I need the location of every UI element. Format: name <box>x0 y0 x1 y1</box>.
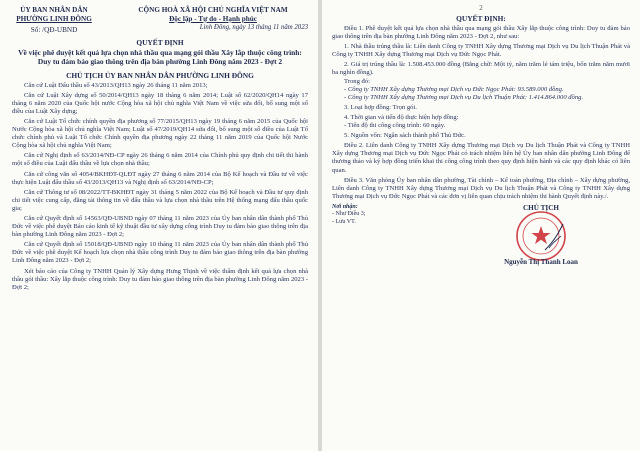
recipients-label: Nơi nhận: <box>332 203 358 210</box>
official-seal-icon <box>515 210 567 262</box>
funding-source: 5. Nguồn vốn: Ngân sách thành phố Thủ Đức. <box>344 132 466 140</box>
construction-duration: - Tiến độ thi công công trình: 60 ngày. <box>344 122 446 130</box>
issuing-authority <box>12 6 96 35</box>
winning-bidder: 1. Nhà thầu trúng thầu là: Liên danh Công ty TNHH Xây dựng Thương mại Dịch vụ Du lịch Thuận Phát và Công ty TNHH Xây dựng Thương mại Dịch vụ Đức Ngọc Phát. <box>332 43 630 59</box>
signer-name: Nguyễn Thị Thanh Loan <box>504 257 578 266</box>
document-page-2 <box>322 0 640 451</box>
contract-type: 3. Loại hợp đồng: Trọn gói. <box>344 103 417 111</box>
issuer-line: CHỦ TỊCH ỦY BAN NHÂN DÂN PHƯỜNG LINH ĐÔNG <box>66 70 254 80</box>
legal-basis-paragraph: Căn cứ Quyết định số 14563/QĐ-UBND ngày 07 tháng 11 năm 2023 của Ủy ban nhân dân thành phố Thủ Đức về việc phê duyệt Báo cáo kinh tế kỹ thuật đầu tư xây dựng công trình Duy tu đảm bảo giao thông trên địa bàn phường Linh Đông năm 2023 - Đợt 2; <box>12 214 308 239</box>
page-number: 2 <box>479 4 483 12</box>
legal-basis-paragraph: Căn cứ công văn số 4054/BKHĐT-QLĐT ngày 27 tháng 6 năm 2014 của Bộ Kế hoạch và Đầu tư về việc thực hiện Luật đấu thầu số 43/2013/QH13 và Nghị định số 63/2014/NĐ-CP; <box>12 170 308 186</box>
decision-heading: QUYẾT ĐỊNH: <box>456 14 506 23</box>
legal-basis-paragraph: Căn cứ Thông tư số 08/2022/TT-BKHĐT ngày 31 tháng 5 năm 2022 của Bộ Kế hoạch và Đầu tư quy định chi tiết việc cung cấp, đăng tải thông tin về đấu thầu và lựa chọn nhà thầu trên Hệ thống mạng đấu thầu quốc gia; <box>12 188 308 212</box>
signature-block <box>332 204 630 266</box>
recipient-item: - Lưu VT. <box>332 218 356 225</box>
signer <box>452 204 630 266</box>
recipients <box>332 204 452 266</box>
legal-basis-paragraph: Căn cứ Luật Xây dựng số 50/2014/QH13 ngày 18 tháng 6 năm 2014; Luật số 62/2020/QH14 ngày 17 tháng 6 năm 2020 của Quốc hội nước Cộng hòa xã hội chủ nghĩa Việt Nam về việc sửa đổi, bổ sung một số điều của Luật Xây dựng; <box>12 91 308 115</box>
document-page-1 <box>0 0 318 451</box>
org-line-2: PHƯỜNG LINH ĐÔNG <box>16 14 92 23</box>
legal-basis-paragraph: Căn cứ Quyết định số 15018/QĐ-UBND ngày 10 tháng 11 năm 2023 của Ủy ban nhân dân thành phố Thủ Đức về việc phê duyệt Kế hoạch lựa chọn nhà thầu công trình Duy tu đảm bảo giao thông trên địa bàn phường Linh Đông năm 2023 - Đợt 2; <box>12 241 308 265</box>
article-1: Điều 1. Phê duyệt kết quả lựa chọn nhà thầu qua mạng gói thầu Xây lắp thuộc công trình: Duy tu đảm bảo giao thông trên địa bàn phường Linh Đông năm 2023 - Đợt 2, như sau: <box>332 25 630 41</box>
date-line: Linh Đông, ngày 13 tháng 11 năm 2023 <box>199 24 308 32</box>
legal-basis-paragraph: Căn cứ Luật Đấu thầu số 43/2013/QH13 ngày 26 tháng 11 năm 2013; <box>24 81 208 89</box>
legal-basis-paragraph: Căn cứ Luật Tổ chức chính quyền địa phương số 77/2015/QH13 ngày 19 tháng 6 năm 2015 của Quốc hội Nước Cộng hòa xã hội chủ nghĩa Việt Nam; Luật số 47/2019/QH14 sửa đổi, bổ sung một số điều của Luật Tổ chức chính phủ và Luật Tổ chức Chính quyền địa phương ngày 22 tháng 11 năm 2019 của Quốc hội Nước Cộng hòa xã hội chủ nghĩa Việt Nam; <box>12 117 308 150</box>
winning-price: 2. Giá trị trúng thầu là: 1.508.453.000 đồng (Bằng chữ: Một tỷ, năm trăm lẻ tám triệu, bốn trăm năm mươi ba nghìn đồng). <box>332 61 630 77</box>
legal-basis-list <box>12 82 308 292</box>
decision-title: QUYẾT ĐỊNH <box>136 37 184 47</box>
org-line-1: ỦY BAN NHÂN DÂN <box>20 6 88 14</box>
legal-basis-paragraph: Xét báo cáo của Công ty TNHH Quản lý Xây dựng Hưng Thịnh về việc thẩm định kết quả lựa chọn nhà thầu gói thầu: Xây lắp thuộc công trình: Duy tu đảm bảo giao thông trên địa bàn phường Linh Đông năm 2023 - Đợt 2; <box>12 267 308 291</box>
price-share-1: - Công ty TNHH Xây dựng Thương mại Dịch vụ Đức Ngọc Phát: 93.589.000 đồng. <box>344 85 564 93</box>
article-3: Điều 3. Văn phòng Ủy ban nhân dân phường, Tài chính – Kế toán phường, Địa chính – Xây dựng phường, Liên danh Công ty TNHH Xây dựng Thương mại Dịch vụ Du lịch Thuận Phát và Công ty TNHH Xây dựng Thương mại Dịch vụ Đức Ngọc Phát và các đơn vị liên quan chịu trách nhiệm thi hành Quyết định này./. <box>332 176 630 200</box>
decision-subtitle: Về việc phê duyệt kết quả lựa chọn nhà thầu qua mạng gói thầu Xây lắp thuộc công trình: Duy tu đảm bảo giao thông trên địa bàn phường Linh Đông năm 2023 - Đợt 2 <box>18 48 302 66</box>
price-share-2: - Công ty TNHH Xây dựng Thương mại Dịch vụ Du lịch Thuận Phát: 1.414.864.000 đồng. <box>344 93 584 101</box>
legal-basis-paragraph: Căn cứ Nghị định số 63/2014/NĐ-CP ngày 26 tháng 6 năm 2014 của Chính phủ quy định chi tiết thi hành một số điều của Luật đấu thầu về lựa chọn nhà thầu; <box>12 152 308 168</box>
doc-number: Số: /QĐ-UBND <box>30 26 78 35</box>
nation-line-1: CỘNG HOÀ XÃ HỘI CHỦ NGHĨA VIỆT NAM <box>138 6 288 14</box>
nation-line-2: Độc lập - Tự do - Hạnh phúc <box>169 14 257 23</box>
document-header <box>12 6 308 35</box>
article-2: Điều 2. Liên danh Công ty TNHH Xây dựng Thương mại Dịch vụ Du lịch Thuận Phát và Công ty TNHH Xây dựng Thương mại Dịch vụ Đức Ngọc Phát có trách nhiệm liên hệ Ủy ban nhân dân phường Linh Đông để thương thảo và ký hợp đồng triển khai thi công công trình theo quy định hiện hành và các quy định khác có liên quan. <box>332 142 630 174</box>
contract-schedule: 4. Thời gian và tiến độ thực hiện hợp đồng: <box>344 113 459 121</box>
recipient-item: - Như Điều 3; <box>332 211 366 218</box>
national-motto <box>118 6 308 35</box>
price-breakdown-label: Trong đó: <box>344 77 370 85</box>
signer-role: CHỦ TỊCH <box>522 203 559 212</box>
